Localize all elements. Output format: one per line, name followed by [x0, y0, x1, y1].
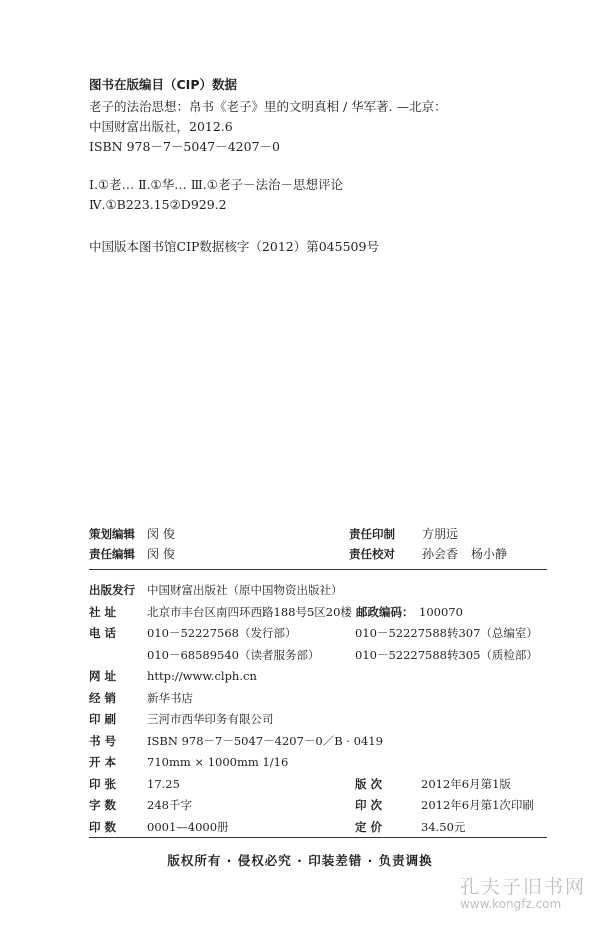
- watermark-url: www.kongfz.com: [459, 897, 562, 911]
- pub-row: [89, 709, 559, 731]
- pub-row: [89, 666, 559, 688]
- cip-record-number: 中国版本图书馆CIP数据核字（2012）第045509号: [89, 239, 379, 254]
- price-label: 定 价: [355, 819, 383, 834]
- impression: 2012年6月第1次印刷: [421, 798, 534, 812]
- publisher-label: 出版发行: [89, 583, 135, 597]
- print-manager-label: 责任印制: [349, 527, 395, 541]
- format: 710mm × 1000mm 1/16: [147, 755, 289, 769]
- printer-label: 印 刷: [89, 712, 117, 726]
- pub-row: [89, 645, 559, 667]
- words: 248千字: [147, 798, 192, 812]
- website: http://www.clph.cn: [147, 669, 257, 683]
- distributor: 新华书店: [147, 690, 193, 705]
- cip-bibliographic-line: 老子的法治思想：帛书《老子》里的文明真相 / 华军著. —北京：: [89, 99, 447, 114]
- pub-row: [89, 602, 559, 624]
- divider: [89, 837, 547, 838]
- responsible-editor-label: 责任编辑: [89, 547, 135, 561]
- watermark-text: 孔夫子旧书网: [459, 876, 586, 898]
- editorial-credits: [89, 524, 549, 564]
- cip-isbn-line: ISBN 978－7－5047－4207－0: [89, 139, 280, 154]
- cip-subject-line: Ⅰ.①老… Ⅱ.①华… Ⅲ.①老子－法治－思想评论: [89, 177, 343, 192]
- words-label: 字 数: [89, 798, 117, 812]
- phone-sales: 010－52227568（发行部）: [147, 626, 297, 640]
- credits-row: [89, 544, 549, 564]
- cip-publisher-line: 中国财富出版社，2012.6: [89, 119, 233, 134]
- cip-data-block: [89, 75, 549, 257]
- watermark: [460, 872, 586, 911]
- edition: 2012年6月第1版: [421, 776, 511, 791]
- phone-quality: 010－52227588转305（质检部）: [355, 647, 538, 662]
- divider: [89, 569, 547, 570]
- price: 34.50元: [421, 819, 466, 834]
- planning-editor-label: 策划编辑: [89, 527, 135, 541]
- edition-label: 版 次: [355, 776, 383, 791]
- pub-row: [89, 774, 559, 796]
- phone-reader-service: 010－68589540（读者服务部）: [147, 647, 320, 662]
- pub-row: [89, 623, 559, 645]
- copyright-notice: 版权所有 · 侵权必究 · 印装差错 · 负责调换: [167, 853, 433, 868]
- pub-row: [89, 688, 559, 710]
- postcode-label: 邮政编码：: [356, 604, 414, 619]
- pub-row: [89, 752, 559, 774]
- publisher: 中国财富出版社（原中国物资出版社）: [147, 583, 343, 597]
- sheets-label: 印 张: [89, 776, 117, 791]
- pub-row: [89, 817, 559, 839]
- cip-classification-line: Ⅳ.①B223.15②D929.2: [89, 197, 227, 212]
- planning-editor: 闵 俊: [147, 527, 175, 541]
- distributor-label: 经 销: [89, 690, 117, 705]
- pub-row: [89, 795, 559, 817]
- address-label: 社 址: [89, 604, 117, 619]
- phone-editorial: 010－52227588转307（总编室）: [355, 626, 538, 640]
- cip-title: 图书在版编目（CIP）数据: [89, 77, 237, 92]
- address: 北京市丰台区南四环西路188号5区20楼: [147, 604, 352, 619]
- proofreader-label: 责任校对: [349, 547, 395, 561]
- phone-label: 电 话: [89, 626, 117, 640]
- credits-row: [89, 524, 549, 544]
- isbn-label: 书 号: [89, 733, 117, 748]
- proofreader-2: 杨小静: [471, 547, 508, 561]
- sheets: 17.25: [147, 776, 180, 791]
- impression-label: 印 次: [355, 798, 383, 812]
- proofreader-1: 孙会香: [422, 547, 459, 561]
- postcode: 100070: [419, 604, 463, 619]
- print-manager: 方朋远: [422, 527, 459, 541]
- format-label: 开 本: [89, 755, 117, 769]
- pub-row: [89, 731, 559, 753]
- website-label: 网 址: [89, 669, 117, 683]
- printer: 三河市西华印务有限公司: [147, 712, 274, 726]
- print-run-label: 印 数: [89, 819, 117, 834]
- responsible-editor: 闵 俊: [147, 547, 175, 561]
- pub-row: [89, 580, 559, 602]
- print-run: 0001—4000册: [147, 819, 229, 834]
- publication-details: [89, 580, 559, 838]
- isbn: ISBN 978－7－5047－4207－0／B · 0419: [147, 733, 383, 748]
